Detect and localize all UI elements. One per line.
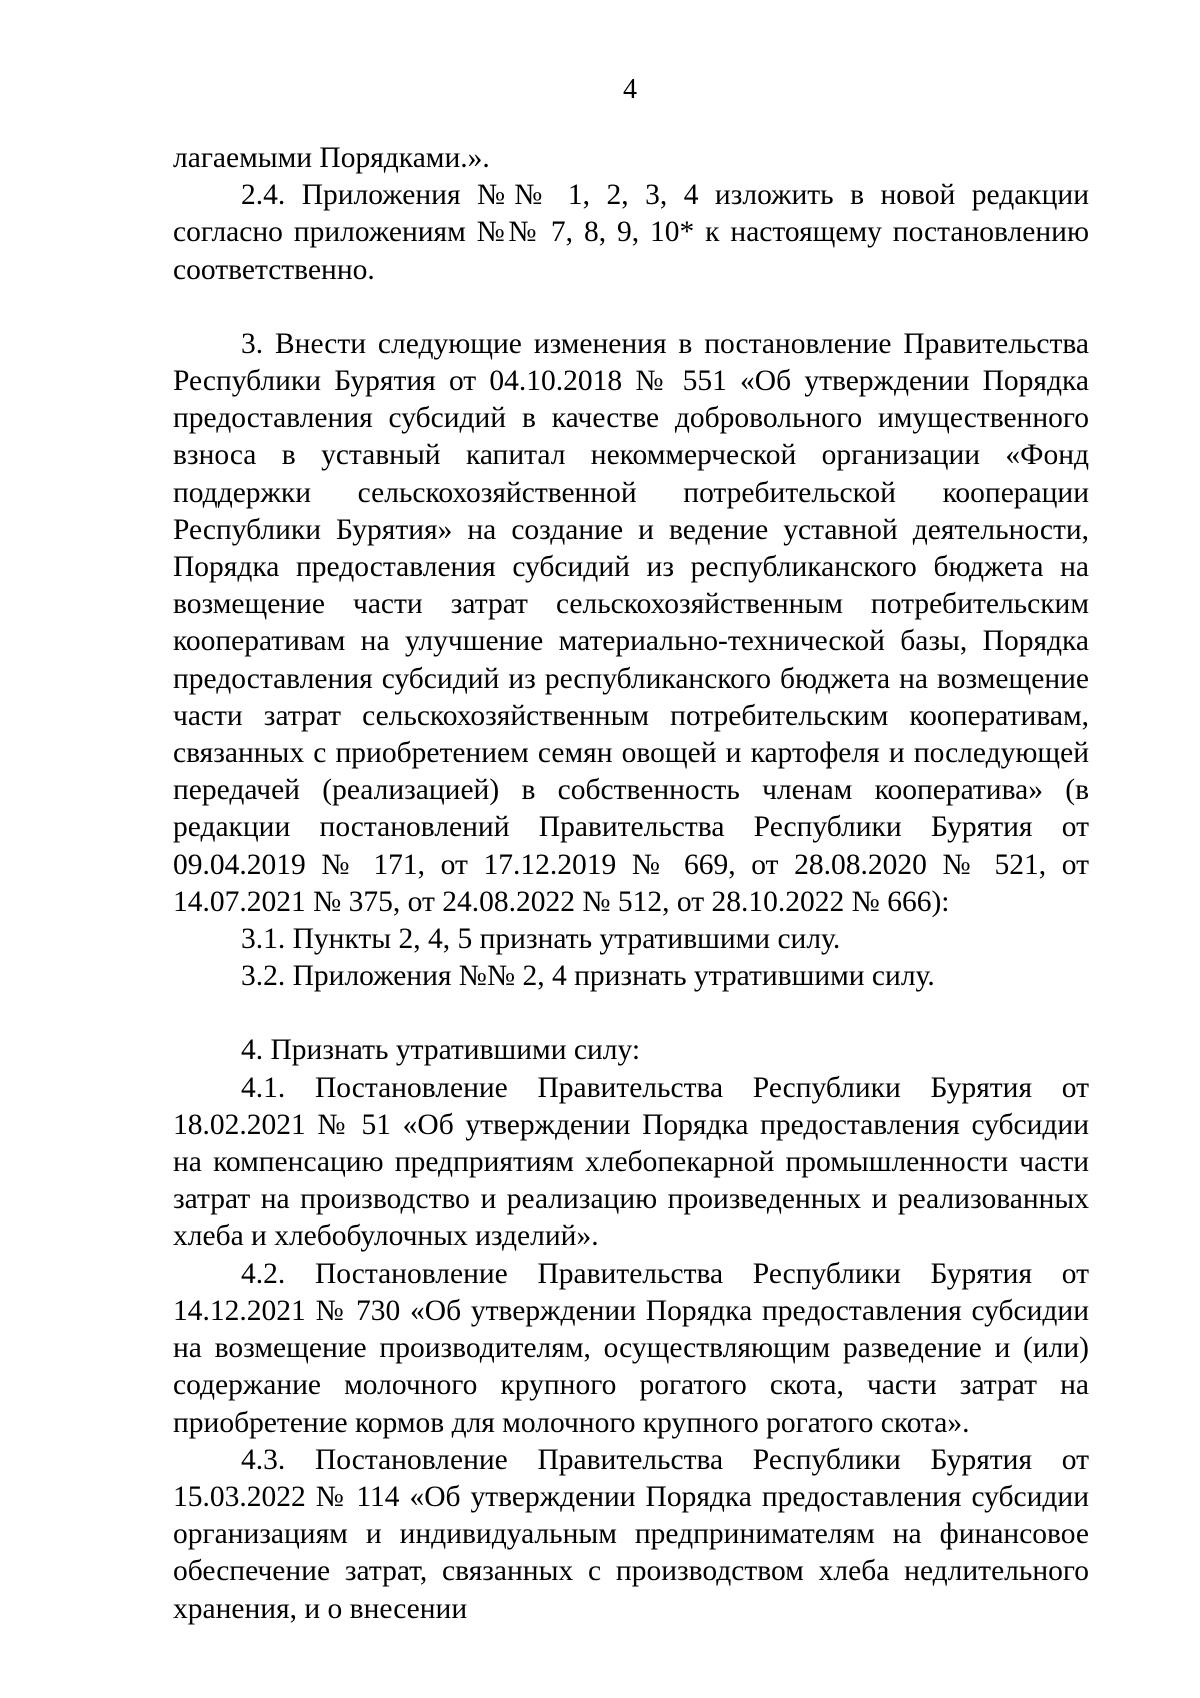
paragraph-4: 4. Признать утратившими силу: xyxy=(241,1034,641,1067)
page-number: 4 xyxy=(623,74,637,105)
paragraph-4-1: 4.1. Постановление Правительства Республики Бурятия от 18.02.2021 № 51 «Об утверждении Порядка предоставления субсидии на компенсацию предприятиям хлебопекарной промышленности части затрат на производство и реализацию произведенных и реализованных хлеба и хлебобулочных изделий». xyxy=(173,1071,1089,1253)
paragraph-4-2: 4.2. Постановление Правительства Республики Бурятия от 14.12.2021 № 730 «Об утверждении Порядка предоставления субсидии на возмещение производителям, осуществляющим разведение и (или) содержание молочного крупного рогатого скота, части затрат на приобретение кормов для молочного крупного рогатого скота». xyxy=(173,1257,1089,1439)
paragraph-3-2: 3.2. Приложения №№ 2, 4 признать утратившими силу. xyxy=(241,960,935,993)
paragraph-3: 3. Внести следующие изменения в постановление Правительства Республики Бурятия от 04.10.2018 № 551 «Об утверждении Порядка предоставления субсидий в качестве добровольного имущественного взноса в уставный капитал некоммерческой организации «Фонд поддержки сельскохозяйственной потребительской кооперации Республики Бурятия» на создание и ведение уставной деятельности, Порядка предоставления субсидий из республиканского бюджета на возмещение части затрат сельскохозяйственным потребительским кооперативам на улучшение материально-технической базы, Порядка предоставления субсидий из республиканского бюджета на возмещение части затрат сельскохозяйственным потребительским кооперативам, связанных с приобретением семян овощей и картофеля и последующей передачей (реализацией) в собственность членам кооператива» (в редакции постановлений Правительства Республики Бурятия от 09.04.2019 № 171, от 17.12.2019 № 669, от 28.08.2020 № 521, от 14.07.2021 № 375, от 24.08.2022 № 512, от 28.10.2022 № 666): xyxy=(173,327,1089,918)
paragraph-2-4: 2.4. Приложения №№ 1, 2, 3, 4 изложить в новой редакции согласно приложениям №№ 7, 8, 9, 10* к настоящему постановлению соответственно. xyxy=(173,179,1089,286)
document-body xyxy=(173,140,1089,1628)
paragraph-4-3: 4.3. Постановление Правительства Республики Бурятия от 15.03.2022 № 114 «Об утверждении Порядка предоставления субсидии организациям и индивидуальным предпринимателям на финансовое обеспечение затрат, связанных с производством хлеба недлительного хранения, и о внесении xyxy=(173,1443,1089,1625)
paragraph-3-1: 3.1. Пункты 2, 4, 5 признать утратившими силу. xyxy=(241,923,841,956)
paragraph-continuation: лагаемыми Порядками.». xyxy=(173,142,490,174)
